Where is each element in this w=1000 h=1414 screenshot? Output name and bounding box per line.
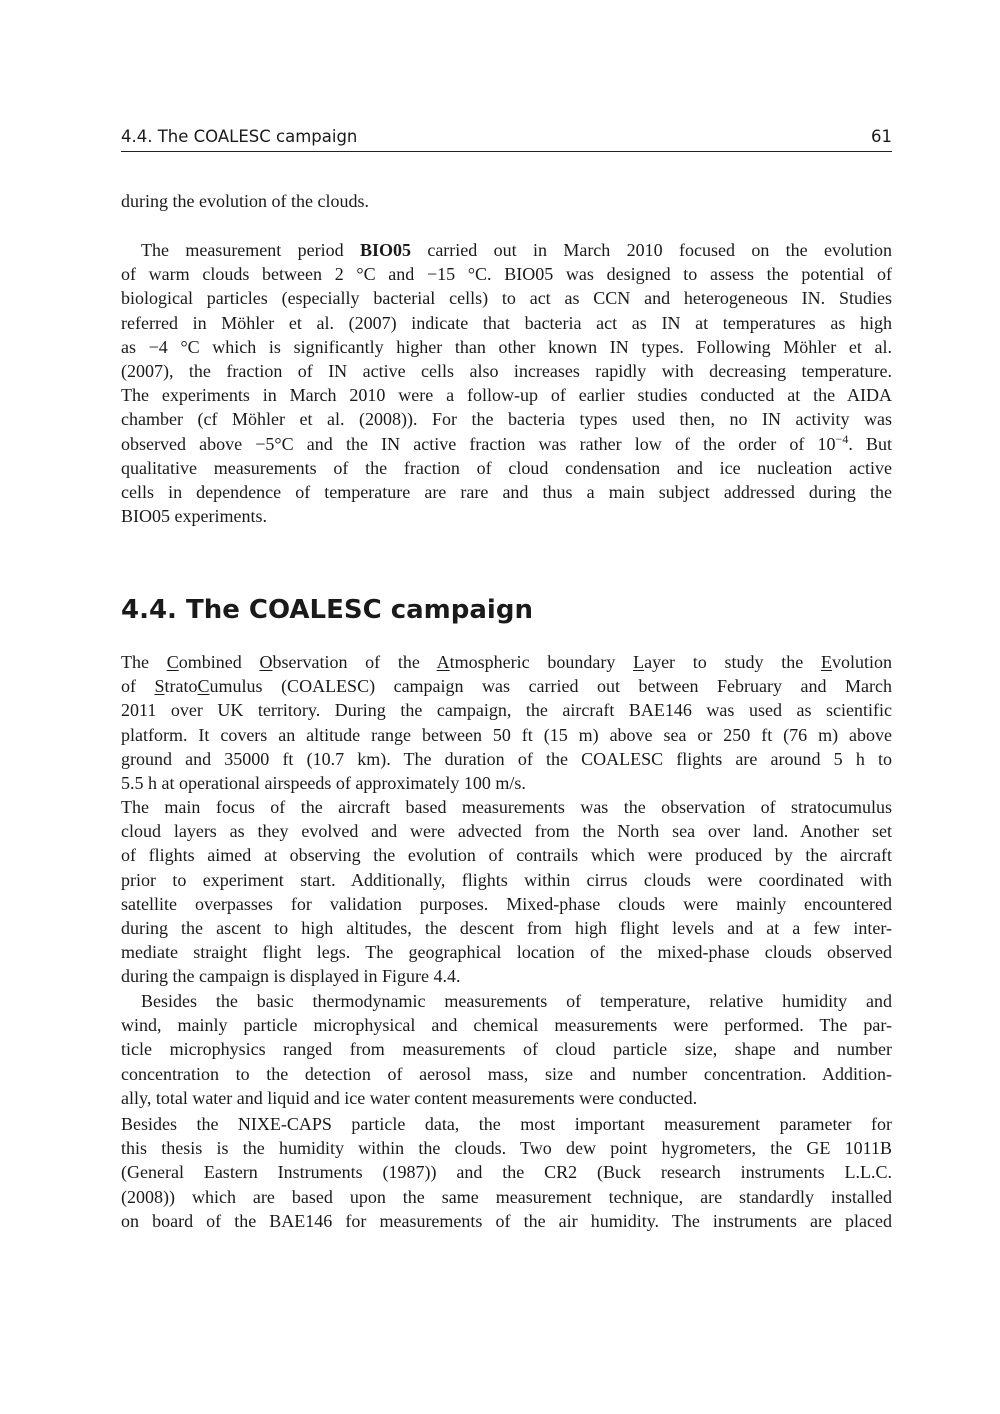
paragraph-measurements bbox=[121, 989, 892, 1110]
text-line: The experiments in March 2010 were a follow-up of earlier studies conducted at the AIDA bbox=[121, 385, 892, 406]
text-line: Besides the basic thermodynamic measurements of temperature, relative humidity and bbox=[141, 991, 892, 1011]
running-header-title: 4.4. The COALESC campaign bbox=[121, 127, 358, 146]
text-line: cells in dependence of temperature are rare and thus a main subject addressed during the bbox=[121, 482, 892, 503]
text-line: during the ascent to high altitudes, the descent from high flight levels and at a few inter- bbox=[121, 918, 892, 939]
text-line: 2011 over UK territory. During the campaign, the aircraft BAE146 was used as scientific bbox=[121, 700, 892, 721]
text-line: prior to experiment start. Additionally, flights within cirrus clouds were coordinated with bbox=[121, 869, 892, 890]
text-line: on board of the BAE146 for measurements of the air humidity. The instruments are placed bbox=[121, 1210, 892, 1231]
text-line: The measurement period BIO05 carried out in March 2010 focused on the evolution bbox=[141, 240, 892, 260]
paragraph-coalesc-intro bbox=[121, 650, 892, 795]
text-line: ticle microphysics ranged from measurements of cloud particle size, shape and number bbox=[121, 1039, 892, 1060]
text-line: of warm clouds between 2 °C and −15 °C. BIO05 was designed to assess the potential of bbox=[121, 264, 892, 285]
text-line: of flights aimed at observing the evolution of contrails which were produced by the aircraft bbox=[121, 845, 892, 866]
text-line: mediate straight flight legs. The geographical location of the mixed-phase clouds observed bbox=[121, 942, 892, 963]
text-line: referred in Möhler et al. (2007) indicate that bacteria act as IN at temperatures as high bbox=[121, 312, 892, 333]
text-line: as −4 °C which is significantly higher than other known IN types. Following Möhler et al. bbox=[121, 336, 892, 357]
bold-term: BIO05 bbox=[359, 240, 411, 260]
text-line: wind, mainly particle microphysical and chemical measurements were performed. The par- bbox=[121, 1015, 892, 1036]
text-line: platform. It covers an altitude range between 50 ft (15 m) above sea or 250 ft (76 m) above bbox=[121, 724, 892, 745]
text-line: Besides the NIXE-CAPS particle data, the most important measurement parameter for bbox=[121, 1114, 892, 1134]
text-line: The Combined Observation of the Atmospheric boundary Layer to study the Evolution bbox=[121, 652, 892, 672]
text-line: 5.5 h at operational airspeeds of approximately 100 m/s. bbox=[121, 773, 526, 794]
text-line: concentration to the detection of aerosol mass, size and number concentration. Addition- bbox=[121, 1063, 892, 1084]
text-line: qualitative measurements of the fraction of cloud condensation and ice nucleation active bbox=[121, 457, 892, 478]
text-line: (General Eastern Instruments (1987)) and the CR2 (Buck research instruments L.L.C. bbox=[121, 1162, 892, 1183]
text-line: during the evolution of the clouds. bbox=[121, 191, 369, 211]
text-line: biological particles (especially bacterial cells) to act as CCN and heterogeneous IN. Studies bbox=[121, 288, 892, 309]
text-line: (2008)) which are based upon the same measurement technique, are standardly installed bbox=[121, 1186, 892, 1207]
section-heading: 4.4. The COALESC campaign bbox=[121, 595, 533, 625]
text-line: chamber (cf Möhler et al. (2008)). For the bacteria types used then, no IN activity was bbox=[121, 409, 892, 430]
paragraph-continuation bbox=[121, 189, 892, 213]
text-line: this thesis is the humidity within the clouds. Two dew point hygrometers, the GE 1011B bbox=[121, 1138, 892, 1159]
text-line: cloud layers as they evolved and were advected from the North sea over land. Another set bbox=[121, 821, 892, 842]
text-line: ally, total water and liquid and ice water content measurements were conducted. bbox=[121, 1087, 698, 1108]
text-line: ground and 35000 ft (10.7 km). The duration of the COALESC flights are around 5 h to bbox=[121, 748, 892, 769]
paragraph-humidity bbox=[121, 1112, 892, 1233]
text-line: observed above −5°C and the IN active fraction was rather low of the order of $10^{-4}$. But bbox=[121, 431, 892, 454]
superscript: −4 bbox=[835, 431, 849, 446]
text-line: (2007), the fraction of IN active cells also increases rapidly with decreasing temperature. bbox=[121, 361, 892, 382]
running-header bbox=[121, 125, 892, 152]
page-number: 61 bbox=[871, 127, 892, 146]
text-line: The main focus of the aircraft based measurements was the observation of stratocumulus bbox=[121, 797, 892, 817]
text-line: BIO05 experiments. bbox=[121, 506, 267, 527]
paragraph-main-focus bbox=[121, 795, 892, 989]
paragraph-bio05 bbox=[121, 238, 892, 528]
text-line: during the campaign is displayed in Figure 4.4. bbox=[121, 966, 461, 987]
text-line: satellite overpasses for validation purposes. Mixed-phase clouds were mainly encountered bbox=[121, 893, 892, 914]
text-line: of StratoCumulus (COALESC) campaign was carried out between February and March bbox=[121, 676, 892, 697]
